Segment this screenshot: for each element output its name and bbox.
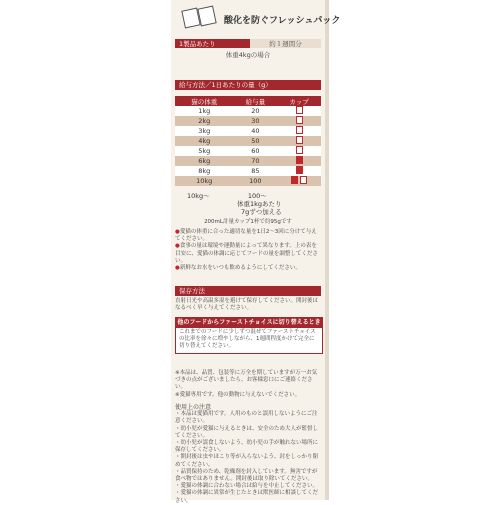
switch-text: これまでのフードに少しずつ混ぜてファーストチョイスの比率を徐々に増やしながら、1週間程度かけて完全に切り替えてください。 — [179, 329, 316, 350]
usage-item: ・幼小児が誤食しないよう、幼小児の手が触れない場所に保存してください。 — [175, 440, 319, 454]
panel-edge-strip — [325, 0, 329, 500]
storage-title: 保存方法 — [175, 286, 321, 296]
notes — [175, 370, 321, 399]
table-row — [175, 146, 321, 156]
row-weight: 6kg — [175, 156, 233, 166]
note-text: ※愛猫専用です。他の動物に与えないでください。 — [175, 391, 301, 398]
switch-callout — [175, 317, 323, 354]
row-amount: 60 — [233, 146, 277, 156]
storage-text: 直射日光や高温多湿を避けて保存してください。開封後はなるべく早く与えてください。 — [175, 298, 319, 312]
feeding-bullets: ●愛猫の体重に合った適切な量を1日2〜3回に分けて与えてください。 ●食事の量は環境や運動量によって異なります。上の表を目安に、愛猫の体調に応じてフードの量を調整してください。 ●新鮮なお水をいつも飲めるようにしてください。 — [175, 229, 318, 272]
header-amount: 給与量 — [233, 96, 277, 106]
cup-icon — [300, 176, 307, 184]
cup-icon — [296, 136, 303, 144]
pack-table-right: 約１週間分 — [250, 39, 321, 48]
pack-table-left: 1製品あたり — [175, 39, 250, 48]
cup-icon — [291, 176, 298, 184]
row-weight: 2kg — [175, 116, 233, 126]
row-weight: 5kg — [175, 146, 233, 156]
row-amount: 30 — [233, 116, 277, 126]
bullet-text: 新鮮なお水をいつも飲めるようにしてください。 — [179, 265, 301, 272]
switch-title: 他のフードからファーストチョイスに切り替えるとき — [177, 319, 321, 326]
over-note-2: 7gずつ加える — [241, 208, 282, 216]
row-weight: 4kg — [175, 136, 233, 146]
cup-icon — [296, 146, 303, 154]
table-row — [175, 136, 321, 146]
pack-table-note: 体重4kgの場合 — [225, 51, 271, 59]
row-weight: 8kg — [175, 166, 233, 176]
cup-icon — [296, 106, 303, 114]
row-amount: 40 — [233, 126, 277, 136]
row-amount: 20 — [233, 106, 277, 116]
usage-item: ・愛猫の体調に合わない場合は給与を中止してください。 — [175, 483, 319, 490]
fresh-pack-icon — [181, 5, 217, 29]
row-weight: 3kg — [175, 126, 233, 136]
bullet-text: 愛猫の体重に合った適切な量を1日2〜3回に分けて与えてください。 — [175, 229, 317, 243]
feeding-title: 給与方法／1日あたりの量（g） — [175, 80, 321, 90]
row-amount: 85 — [233, 166, 277, 176]
row-amount: 70 — [233, 156, 277, 166]
cup-icon — [296, 156, 303, 164]
feeding-table — [175, 96, 321, 186]
cup-note: 200mL計量カップ1杯で約95gです — [204, 219, 292, 225]
usage-section — [175, 404, 321, 505]
usage-item: ・幼小児が愛猫に与えるときは、安全のため大人が監督してください。 — [175, 425, 319, 439]
row-weight: 1kg — [175, 106, 233, 116]
usage-item: ・開封後は虫やほこり等が入らないよう、封をしっかり閉めてください。 — [175, 454, 319, 468]
over-weight-row — [187, 191, 282, 216]
table-row — [175, 126, 321, 136]
usage-item: ・愛猫の体調に異常が生じたときは獣医師に相談してください。 — [175, 490, 319, 504]
table-row — [175, 116, 321, 126]
table-row — [175, 166, 321, 176]
row-amount: 50 — [233, 136, 277, 146]
bullet-text: 食事の量は環境や運動量によって異なります。上の表を目安に、愛猫の体調に応じてフードの量を調整してください。 — [175, 243, 318, 264]
table-row — [175, 156, 321, 166]
over-amount: 100〜 — [247, 192, 267, 200]
usage-item: ・品質保持のため、乾燥剤を封入しています。無害ですが食べ物ではありません。開封後は取り除いてください。 — [175, 468, 318, 483]
table-row — [175, 106, 321, 116]
pack-table — [175, 38, 321, 59]
over-weight: 10kg〜 — [187, 192, 210, 200]
header-cup: カップ — [277, 96, 321, 106]
usage-item: ・本品は愛猫用です。人用のものと誤用しないようにご注意ください。 — [175, 411, 318, 425]
row-amount: 100 — [233, 176, 277, 186]
row-weight: 10kg — [175, 176, 233, 186]
usage-title: 使用上の注意 — [175, 404, 212, 411]
header-weight: 猫の体重 — [175, 96, 233, 106]
over-note-1: 体重1kgあたり — [237, 200, 282, 208]
cup-icon — [296, 126, 303, 134]
note-text: ※本品は、品質、包装等に万全を期していますが万一お気づきの点がございましたら、お客様窓口にご連絡ください。 — [175, 370, 318, 391]
headline: 酸化を防ぐフレッシュパック — [224, 16, 341, 26]
cup-icon — [296, 166, 303, 174]
table-row — [175, 176, 321, 186]
cup-icon — [296, 116, 303, 124]
